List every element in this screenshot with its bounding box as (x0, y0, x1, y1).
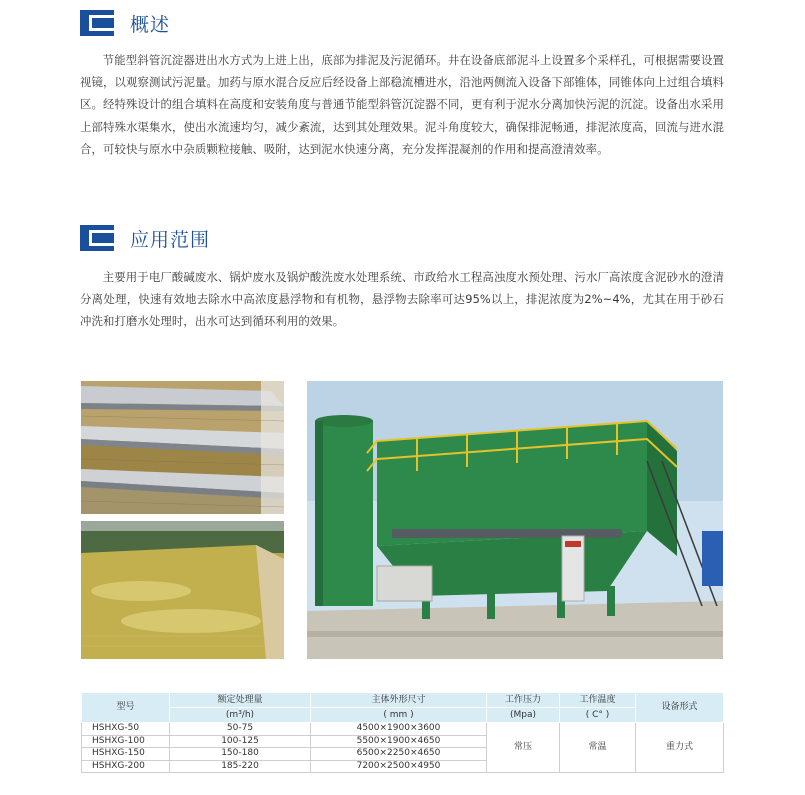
overview-title: 概述 (130, 13, 171, 36)
header-capacity: 额定处理量 (170, 693, 311, 708)
spec-table-header (82, 693, 724, 723)
header-dimensions-unit: ( mm ) (311, 708, 487, 723)
photo-settling-pool (81, 521, 284, 659)
header-capacity-unit: (m³/h) (170, 708, 311, 723)
cell-model: HSHXG-200 (82, 760, 170, 773)
application-title: 应用范围 (130, 228, 211, 251)
cell-dimensions: 4500×1900×3600 (311, 723, 487, 736)
header-pressure-unit: (Mpa) (487, 708, 560, 723)
photo-tube-settler-equipment (307, 381, 723, 659)
header-model: 型号 (82, 693, 170, 723)
section-bracket-icon (80, 225, 114, 251)
cell-dimensions: 7200×2500×4950 (311, 760, 487, 773)
section-bracket-icon (80, 10, 114, 36)
application-text: 主要用于电厂酸碱废水、锅炉废水及锅炉酸洗废水处理系统、市政给水工程高浊度水预处理、污水厂高浓度含泥砂水的澄清分离处理，快速有效地去除水中高浓度悬浮物和有机物，悬浮物去除率可达95%以上，排泥浓度为2%~4%，尤其在用于砂石冲洗和打磨水处理时，出水可达到循环利用的效果。 (80, 270, 724, 329)
cell-form: 重力式 (636, 723, 724, 773)
header-temperature-unit: ( C° ) (560, 708, 636, 723)
cell-model: HSHXG-150 (82, 748, 170, 761)
header-temperature: 工作温度 (560, 693, 636, 708)
cell-temperature: 常温 (560, 723, 636, 773)
cell-dimensions: 5500×1900×4650 (311, 735, 487, 748)
header-pressure: 工作压力 (487, 693, 560, 708)
header-form: 设备形式 (636, 693, 724, 723)
overview-text: 节能型斜管沉淀器进出水方式为上进上出，底部为排泥及污泥循环。井在设备底部泥斗上设置多个采样孔，可根据需要设置视镜，以观察测试污泥量。加药与原水混合反应后经设备上部稳流槽进水，沿池两侧流入设备下部锥体，同锥体向上过组合填料区。经特殊设计的组合填料在高度和安装角度与普通节能型斜管沉淀器不同，更有利于泥水分离加快污泥的沉淀。设备出水采用上部特殊水渠集水，使出水流速均匀，减少紊流，达到其处理效果。泥斗角度较大，确保排泥畅通，排泥浓度高，回流与进水混合，可较快与原水中杂质颗粒接触、吸附，达到泥水快速分离，充分发挥混凝剂的作用和提高澄清效率。 (80, 53, 724, 156)
table-row (82, 723, 724, 736)
cell-capacity: 50-75 (170, 723, 311, 736)
cell-capacity: 100-125 (170, 735, 311, 748)
cell-dimensions: 6500×2250×4650 (311, 748, 487, 761)
application-header (80, 223, 210, 253)
cell-pressure: 常压 (487, 723, 560, 773)
cell-capacity: 185-220 (170, 760, 311, 773)
overview-header (80, 8, 170, 38)
cell-model: HSHXG-50 (82, 723, 170, 736)
spec-table (81, 692, 724, 773)
cell-capacity: 150-180 (170, 748, 311, 761)
header-dimensions: 主体外形尺寸 (311, 693, 487, 708)
photo-tube-settler-packs (81, 381, 284, 514)
cell-model: HSHXG-100 (82, 735, 170, 748)
